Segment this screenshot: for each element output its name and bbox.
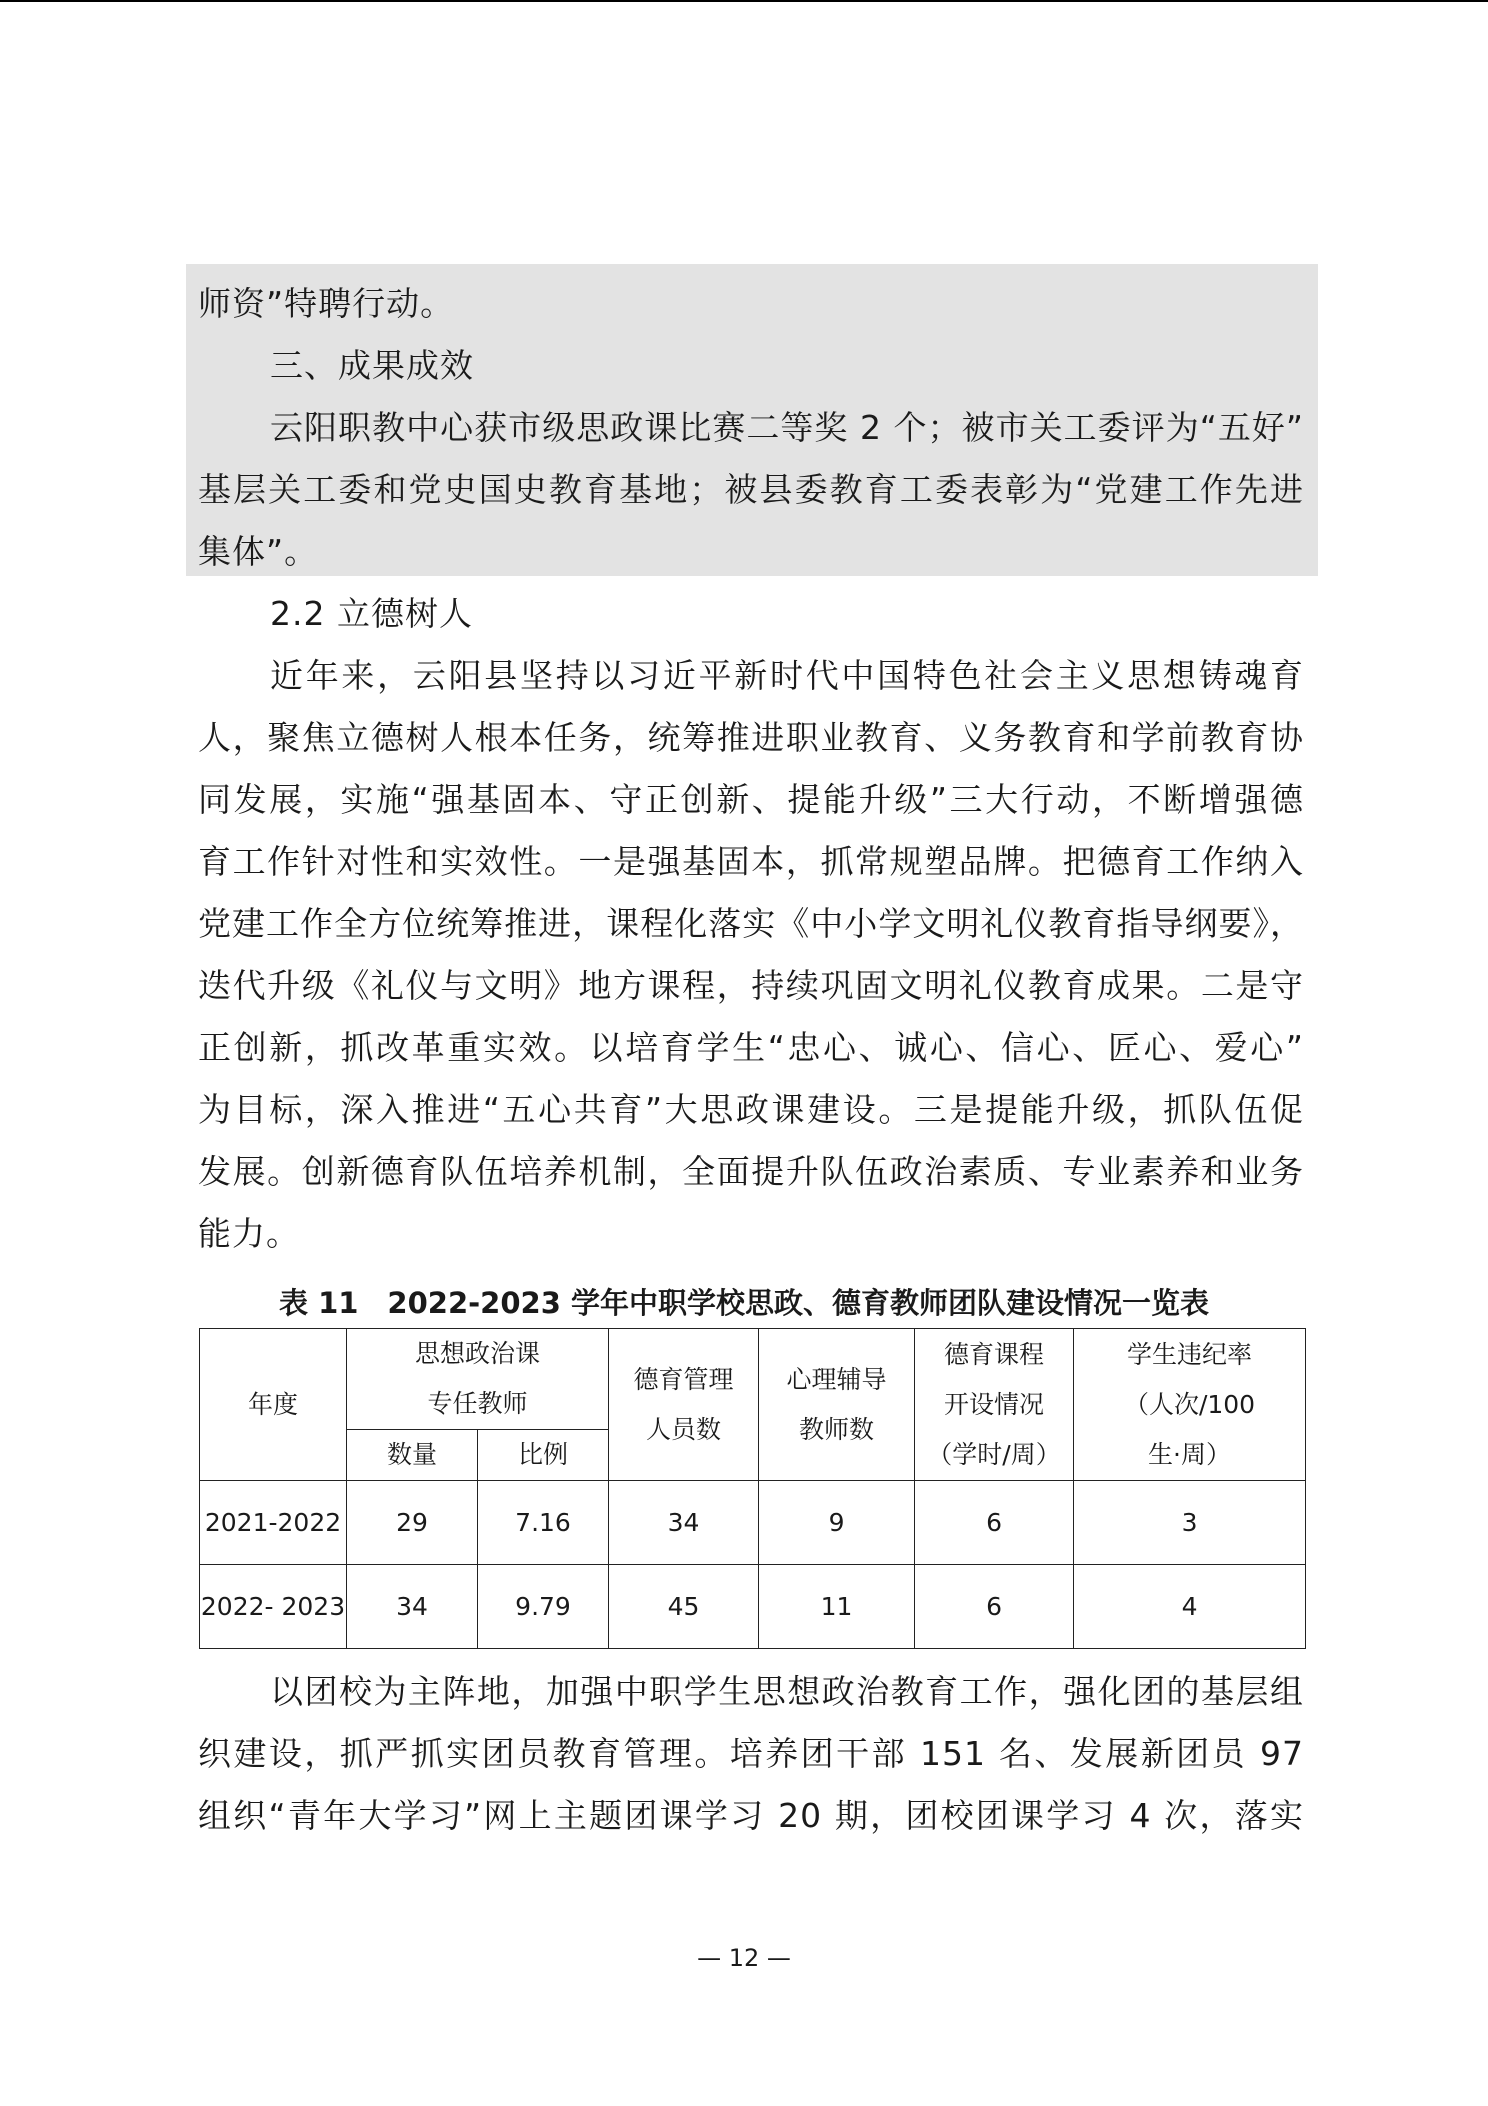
highlight-line-4: 基层关工委和党史国史教育基地；被县委教育工委表彰为“党建工作先进 <box>198 470 1304 509</box>
cell-psych: 11 <box>759 1565 915 1649</box>
highlight-line-3: 云阳职教中心获市级思政课比赛二等奖 2 个；被市关工委评为“五好” <box>270 408 1304 447</box>
table-row <box>200 1565 1306 1649</box>
highlight-line-5: 集体”。 <box>198 532 319 571</box>
paragraph-line: 以团校为主阵地，加强中职学生思想政治教育工作，强化团的基层组 <box>270 1672 1304 1711</box>
paragraph-line: 育工作针对性和实效性。一是强基固本，抓常规塑品牌。把德育工作纳入 <box>198 842 1304 881</box>
header-moral-staff: 德育管理 人员数 <box>609 1329 759 1481</box>
header-year: 年度 <box>200 1329 347 1481</box>
header-moral-course: 德育课程 开设情况 （学时/周） <box>915 1329 1074 1481</box>
paragraph-line: 正创新，抓改革重实效。以培育学生“忠心、诚心、信心、匠心、爱心” <box>198 1028 1304 1067</box>
paragraph-line: 党建工作全方位统筹推进，课程化落实《中小学文明礼仪教育指导纲要》， <box>198 904 1304 943</box>
cell-psych: 9 <box>759 1481 915 1565</box>
section-subheading: 三、成果成效 <box>270 346 474 385</box>
cell-count: 29 <box>347 1481 478 1565</box>
header-politics-teachers: 思想政治课 专任教师 <box>347 1329 609 1430</box>
header-ratio: 比例 <box>478 1430 609 1481</box>
cell-ratio: 9.79 <box>478 1565 609 1649</box>
section-heading: 2.2 立德树人 <box>270 594 473 633</box>
cell-year: 2022- 2023 <box>200 1565 347 1649</box>
header-violation-rate: 学生违纪率 （人次/100 生·周） <box>1074 1329 1306 1481</box>
cell-course: 6 <box>915 1481 1074 1565</box>
cell-rate: 4 <box>1074 1565 1306 1649</box>
paragraph-line: 组织“青年大学习”网上主题团课学习 20 期，团校团课学习 4 次，落实 <box>198 1796 1304 1835</box>
highlight-line-1: 师资”特聘行动。 <box>198 284 455 323</box>
table-caption: 表 11 2022-2023 学年中职学校思政、德育教师团队建设情况一览表 <box>278 1286 1209 1320</box>
teacher-team-table <box>199 1328 1306 1649</box>
cell-count: 34 <box>347 1565 478 1649</box>
paragraph-line: 能力。 <box>198 1214 300 1253</box>
cell-moral: 45 <box>609 1565 759 1649</box>
paragraph-line: 近年来，云阳县坚持以习近平新时代中国特色社会主义思想铸魂育 <box>270 656 1304 695</box>
paragraph-line: 为目标，深入推进“五心共育”大思政课建设。三是提能升级，抓队伍促 <box>198 1090 1304 1129</box>
paragraph-line: 织建设，抓严抓实团员教育管理。培养团干部 151 名、发展新团员 97 <box>198 1734 1304 1773</box>
cell-ratio: 7.16 <box>478 1481 609 1565</box>
table-row <box>200 1481 1306 1565</box>
header-count: 数量 <box>347 1430 478 1481</box>
header-psych-teachers: 心理辅导 教师数 <box>759 1329 915 1481</box>
paragraph-line: 人，聚焦立德树人根本任务，统筹推进职业教育、义务教育和学前教育协 <box>198 718 1304 757</box>
paragraph-line: 发展。创新德育队伍培养机制，全面提升队伍政治素质、专业素养和业务 <box>198 1152 1304 1191</box>
cell-year: 2021-2022 <box>200 1481 347 1565</box>
cell-moral: 34 <box>609 1481 759 1565</box>
page-number: — 12 — <box>697 1944 791 1972</box>
paragraph-line: 同发展，实施“强基固本、守正创新、提能升级”三大行动，不断增强德 <box>198 780 1304 819</box>
cell-course: 6 <box>915 1565 1074 1649</box>
paragraph-line: 迭代升级《礼仪与文明》地方课程，持续巩固文明礼仪教育成果。二是守 <box>198 966 1304 1005</box>
cell-rate: 3 <box>1074 1481 1306 1565</box>
